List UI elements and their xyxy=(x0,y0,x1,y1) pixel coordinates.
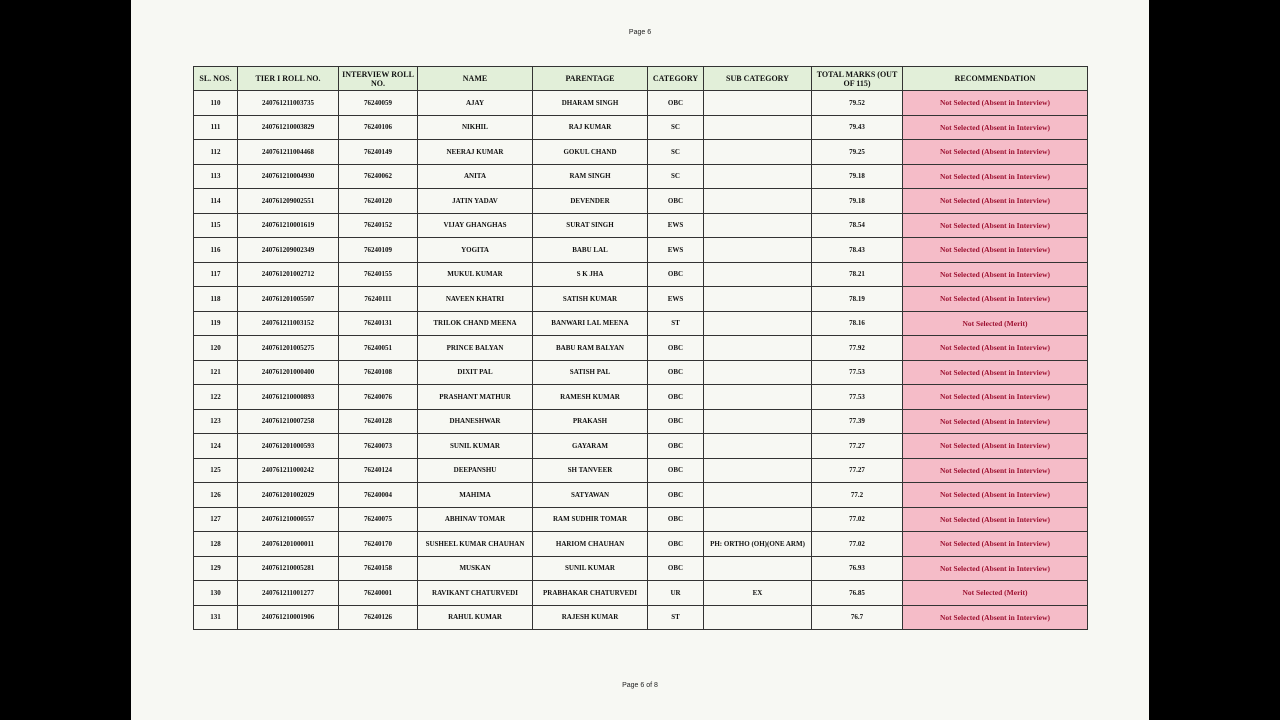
cell-tier-roll-no: 240761201000011 xyxy=(238,532,339,557)
table-row xyxy=(194,91,1088,116)
cell-total-marks: 78.54 xyxy=(812,213,903,238)
cell-total-marks: 77.92 xyxy=(812,336,903,361)
cell-tier-roll-no: 240761211003152 xyxy=(238,311,339,336)
cell-interview-roll-no: 76240059 xyxy=(339,91,418,116)
cell-tier-roll-no: 240761210000893 xyxy=(238,385,339,410)
cell-sub-category: EX xyxy=(704,581,812,606)
table-row xyxy=(194,409,1088,434)
cell-name: NEERAJ KUMAR xyxy=(418,140,533,165)
cell-sub-category xyxy=(704,238,812,263)
cell-tier-roll-no: 240761210003829 xyxy=(238,115,339,140)
cell-total-marks: 77.02 xyxy=(812,507,903,532)
cell-sub-category xyxy=(704,483,812,508)
cell-interview-roll-no: 76240051 xyxy=(339,336,418,361)
cell-category: OBC xyxy=(648,434,704,459)
cell-interview-roll-no: 76240152 xyxy=(339,213,418,238)
cell-sl-no: 126 xyxy=(194,483,238,508)
cell-interview-roll-no: 76240108 xyxy=(339,360,418,385)
cell-sl-no: 124 xyxy=(194,434,238,459)
cell-interview-roll-no: 76240120 xyxy=(339,189,418,214)
cell-sl-no: 129 xyxy=(194,556,238,581)
cell-total-marks: 78.21 xyxy=(812,262,903,287)
cell-tier-roll-no: 240761210007258 xyxy=(238,409,339,434)
cell-parentage: SATISH PAL xyxy=(533,360,648,385)
cell-interview-roll-no: 76240076 xyxy=(339,385,418,410)
column-header-total-marks: TOTAL MARKS (OUT OF 115) xyxy=(812,67,903,91)
cell-name: RAHUL KUMAR xyxy=(418,605,533,630)
cell-parentage: RAJESH KUMAR xyxy=(533,605,648,630)
cell-tier-roll-no: 240761210005281 xyxy=(238,556,339,581)
cell-category: ST xyxy=(648,605,704,630)
cell-parentage: SATISH KUMAR xyxy=(533,287,648,312)
cell-total-marks: 76.85 xyxy=(812,581,903,606)
cell-sl-no: 128 xyxy=(194,532,238,557)
cell-interview-roll-no: 76240124 xyxy=(339,458,418,483)
table-row xyxy=(194,556,1088,581)
cell-total-marks: 76.7 xyxy=(812,605,903,630)
column-header-sl-no: SL. NOS. xyxy=(194,67,238,91)
cell-parentage: DHARAM SINGH xyxy=(533,91,648,116)
cell-recommendation: Not Selected (Merit) xyxy=(903,311,1088,336)
document-page xyxy=(131,0,1149,720)
cell-tier-roll-no: 240761209002349 xyxy=(238,238,339,263)
cell-recommendation: Not Selected (Absent in Interview) xyxy=(903,556,1088,581)
cell-name: DEEPANSHU xyxy=(418,458,533,483)
table-row xyxy=(194,483,1088,508)
cell-recommendation: Not Selected (Absent in Interview) xyxy=(903,287,1088,312)
cell-parentage: RAMESH KUMAR xyxy=(533,385,648,410)
cell-category: EWS xyxy=(648,213,704,238)
cell-tier-roll-no: 240761201000593 xyxy=(238,434,339,459)
cell-interview-roll-no: 76240158 xyxy=(339,556,418,581)
cell-total-marks: 78.43 xyxy=(812,238,903,263)
cell-recommendation: Not Selected (Absent in Interview) xyxy=(903,434,1088,459)
cell-sl-no: 116 xyxy=(194,238,238,263)
cell-sub-category xyxy=(704,311,812,336)
column-header-tier-roll-no: TIER I ROLL NO. xyxy=(238,67,339,91)
table-row xyxy=(194,140,1088,165)
cell-parentage: GOKUL CHAND xyxy=(533,140,648,165)
table-row xyxy=(194,434,1088,459)
cell-parentage: BABU RAM BALYAN xyxy=(533,336,648,361)
cell-name: YOGITA xyxy=(418,238,533,263)
cell-name: NIKHIL xyxy=(418,115,533,140)
cell-recommendation: Not Selected (Absent in Interview) xyxy=(903,164,1088,189)
cell-total-marks: 79.18 xyxy=(812,189,903,214)
cell-interview-roll-no: 76240109 xyxy=(339,238,418,263)
cell-interview-roll-no: 76240106 xyxy=(339,115,418,140)
cell-sl-no: 122 xyxy=(194,385,238,410)
cell-recommendation: Not Selected (Merit) xyxy=(903,581,1088,606)
cell-sl-no: 115 xyxy=(194,213,238,238)
table-row xyxy=(194,458,1088,483)
table-row xyxy=(194,213,1088,238)
cell-total-marks: 79.18 xyxy=(812,164,903,189)
cell-sl-no: 123 xyxy=(194,409,238,434)
cell-sub-category xyxy=(704,605,812,630)
cell-category: OBC xyxy=(648,91,704,116)
page-header-label: Page 6 xyxy=(628,29,652,36)
cell-tier-roll-no: 240761201000400 xyxy=(238,360,339,385)
cell-category: OBC xyxy=(648,483,704,508)
cell-parentage: RAM SINGH xyxy=(533,164,648,189)
cell-recommendation: Not Selected (Absent in Interview) xyxy=(903,483,1088,508)
cell-parentage: RAJ KUMAR xyxy=(533,115,648,140)
cell-recommendation: Not Selected (Absent in Interview) xyxy=(903,360,1088,385)
cell-interview-roll-no: 76240149 xyxy=(339,140,418,165)
cell-parentage: GAYARAM xyxy=(533,434,648,459)
cell-total-marks: 78.19 xyxy=(812,287,903,312)
table-row xyxy=(194,532,1088,557)
cell-interview-roll-no: 76240128 xyxy=(339,409,418,434)
cell-category: UR xyxy=(648,581,704,606)
cell-sub-category xyxy=(704,189,812,214)
cell-total-marks: 77.2 xyxy=(812,483,903,508)
cell-interview-roll-no: 76240004 xyxy=(339,483,418,508)
column-header-recommendation: RECOMMENDATION xyxy=(903,67,1088,91)
cell-recommendation: Not Selected (Absent in Interview) xyxy=(903,532,1088,557)
cell-category: OBC xyxy=(648,507,704,532)
table-header-row xyxy=(194,67,1088,91)
cell-sub-category xyxy=(704,336,812,361)
cell-total-marks: 79.52 xyxy=(812,91,903,116)
cell-tier-roll-no: 240761210001906 xyxy=(238,605,339,630)
table-row xyxy=(194,189,1088,214)
cell-tier-roll-no: 240761210004930 xyxy=(238,164,339,189)
table-row xyxy=(194,311,1088,336)
cell-category: EWS xyxy=(648,238,704,263)
cell-sub-category xyxy=(704,262,812,287)
cell-sl-no: 114 xyxy=(194,189,238,214)
cell-total-marks: 77.27 xyxy=(812,434,903,459)
cell-sl-no: 125 xyxy=(194,458,238,483)
cell-name: ABHINAV TOMAR xyxy=(418,507,533,532)
cell-interview-roll-no: 76240062 xyxy=(339,164,418,189)
cell-name: DHANESHWAR xyxy=(418,409,533,434)
cell-parentage: BABU LAL xyxy=(533,238,648,263)
cell-sl-no: 112 xyxy=(194,140,238,165)
cell-parentage: S K JHA xyxy=(533,262,648,287)
cell-name: MUKUL KUMAR xyxy=(418,262,533,287)
table-row xyxy=(194,385,1088,410)
cell-interview-roll-no: 76240075 xyxy=(339,507,418,532)
column-header-category: CATEGORY xyxy=(648,67,704,91)
cell-recommendation: Not Selected (Absent in Interview) xyxy=(903,189,1088,214)
cell-category: OBC xyxy=(648,556,704,581)
cell-total-marks: 77.39 xyxy=(812,409,903,434)
cell-sl-no: 131 xyxy=(194,605,238,630)
cell-name: RAVIKANT CHATURVEDI xyxy=(418,581,533,606)
cell-sub-category xyxy=(704,360,812,385)
cell-sub-category xyxy=(704,213,812,238)
cell-recommendation: Not Selected (Absent in Interview) xyxy=(903,458,1088,483)
table-row xyxy=(194,581,1088,606)
cell-recommendation: Not Selected (Absent in Interview) xyxy=(903,115,1088,140)
cell-tier-roll-no: 240761209002551 xyxy=(238,189,339,214)
cell-total-marks: 77.53 xyxy=(812,360,903,385)
cell-recommendation: Not Selected (Absent in Interview) xyxy=(903,605,1088,630)
cell-tier-roll-no: 240761210001619 xyxy=(238,213,339,238)
cell-sub-category xyxy=(704,385,812,410)
cell-total-marks: 79.25 xyxy=(812,140,903,165)
table-row xyxy=(194,360,1088,385)
cell-total-marks: 77.53 xyxy=(812,385,903,410)
cell-interview-roll-no: 76240111 xyxy=(339,287,418,312)
cell-sub-category xyxy=(704,115,812,140)
cell-name: PRASHANT MATHUR xyxy=(418,385,533,410)
cell-category: OBC xyxy=(648,189,704,214)
cell-total-marks: 77.27 xyxy=(812,458,903,483)
cell-sl-no: 110 xyxy=(194,91,238,116)
cell-recommendation: Not Selected (Absent in Interview) xyxy=(903,385,1088,410)
cell-interview-roll-no: 76240155 xyxy=(339,262,418,287)
cell-sub-category: PH: ORTHO (OH)(ONE ARM) xyxy=(704,532,812,557)
cell-sub-category xyxy=(704,458,812,483)
cell-tier-roll-no: 240761201002712 xyxy=(238,262,339,287)
cell-sub-category xyxy=(704,164,812,189)
cell-category: OBC xyxy=(648,532,704,557)
cell-parentage: SUNIL KUMAR xyxy=(533,556,648,581)
cell-sl-no: 121 xyxy=(194,360,238,385)
cell-sub-category xyxy=(704,434,812,459)
cell-category: OBC xyxy=(648,458,704,483)
cell-name: PRINCE BALYAN xyxy=(418,336,533,361)
cell-name: AJAY xyxy=(418,91,533,116)
cell-name: VIJAY GHANGHAS xyxy=(418,213,533,238)
cell-category: SC xyxy=(648,140,704,165)
cell-parentage: RAM SUDHIR TOMAR xyxy=(533,507,648,532)
cell-recommendation: Not Selected (Absent in Interview) xyxy=(903,91,1088,116)
cell-category: OBC xyxy=(648,409,704,434)
table-row xyxy=(194,336,1088,361)
cell-parentage: SH TANVEER xyxy=(533,458,648,483)
cell-category: OBC xyxy=(648,262,704,287)
cell-sub-category xyxy=(704,556,812,581)
cell-tier-roll-no: 240761201005275 xyxy=(238,336,339,361)
cell-tier-roll-no: 240761211003735 xyxy=(238,91,339,116)
cell-name: SUNIL KUMAR xyxy=(418,434,533,459)
cell-interview-roll-no: 76240131 xyxy=(339,311,418,336)
cell-name: MUSKAN xyxy=(418,556,533,581)
cell-sub-category xyxy=(704,409,812,434)
cell-recommendation: Not Selected (Absent in Interview) xyxy=(903,213,1088,238)
cell-total-marks: 77.02 xyxy=(812,532,903,557)
cell-sl-no: 118 xyxy=(194,287,238,312)
cell-sl-no: 127 xyxy=(194,507,238,532)
cell-sub-category xyxy=(704,140,812,165)
cell-tier-roll-no: 240761210000557 xyxy=(238,507,339,532)
cell-sl-no: 117 xyxy=(194,262,238,287)
cell-category: SC xyxy=(648,164,704,189)
cell-recommendation: Not Selected (Absent in Interview) xyxy=(903,238,1088,263)
cell-interview-roll-no: 76240073 xyxy=(339,434,418,459)
table-row xyxy=(194,605,1088,630)
column-header-interview-roll-no: INTERVIEW ROLL NO. xyxy=(339,67,418,91)
cell-interview-roll-no: 76240170 xyxy=(339,532,418,557)
cell-parentage: PRAKASH xyxy=(533,409,648,434)
cell-total-marks: 76.93 xyxy=(812,556,903,581)
cell-tier-roll-no: 240761211000242 xyxy=(238,458,339,483)
cell-parentage: SATYAWAN xyxy=(533,483,648,508)
cell-name: TRILOK CHAND MEENA xyxy=(418,311,533,336)
cell-recommendation: Not Selected (Absent in Interview) xyxy=(903,262,1088,287)
table-row xyxy=(194,238,1088,263)
table-body xyxy=(194,91,1088,630)
cell-recommendation: Not Selected (Absent in Interview) xyxy=(903,507,1088,532)
cell-parentage: HARIOM CHAUHAN xyxy=(533,532,648,557)
cell-interview-roll-no: 76240001 xyxy=(339,581,418,606)
cell-tier-roll-no: 240761201005507 xyxy=(238,287,339,312)
cell-parentage: DEVENDER xyxy=(533,189,648,214)
cell-sl-no: 111 xyxy=(194,115,238,140)
cell-name: MAHIMA xyxy=(418,483,533,508)
cell-category: OBC xyxy=(648,385,704,410)
cell-sl-no: 113 xyxy=(194,164,238,189)
cell-sub-category xyxy=(704,507,812,532)
cell-parentage: PRABHAKAR CHATURVEDI xyxy=(533,581,648,606)
cell-parentage: SURAT SINGH xyxy=(533,213,648,238)
cell-category: OBC xyxy=(648,360,704,385)
cell-interview-roll-no: 76240126 xyxy=(339,605,418,630)
cell-category: OBC xyxy=(648,336,704,361)
page-footer-label: Page 6 of 8 xyxy=(622,682,658,689)
cell-category: SC xyxy=(648,115,704,140)
column-header-name: NAME xyxy=(418,67,533,91)
cell-name: DIXIT PAL xyxy=(418,360,533,385)
cell-sl-no: 130 xyxy=(194,581,238,606)
table-row xyxy=(194,164,1088,189)
cell-total-marks: 79.43 xyxy=(812,115,903,140)
cell-recommendation: Not Selected (Absent in Interview) xyxy=(903,336,1088,361)
cell-sub-category xyxy=(704,287,812,312)
cell-name: JATIN YADAV xyxy=(418,189,533,214)
cell-recommendation: Not Selected (Absent in Interview) xyxy=(903,409,1088,434)
cell-name: SUSHEEL KUMAR CHAUHAN xyxy=(418,532,533,557)
cell-sl-no: 119 xyxy=(194,311,238,336)
table-row xyxy=(194,287,1088,312)
cell-tier-roll-no: 240761211001277 xyxy=(238,581,339,606)
table-row xyxy=(194,262,1088,287)
cell-tier-roll-no: 240761211004468 xyxy=(238,140,339,165)
cell-sub-category xyxy=(704,91,812,116)
column-header-sub-category: SUB CATEGORY xyxy=(704,67,812,91)
cell-total-marks: 78.16 xyxy=(812,311,903,336)
cell-name: ANITA xyxy=(418,164,533,189)
column-header-parentage: PARENTAGE xyxy=(533,67,648,91)
cell-recommendation: Not Selected (Absent in Interview) xyxy=(903,140,1088,165)
cell-tier-roll-no: 240761201002029 xyxy=(238,483,339,508)
cell-name: NAVEEN KHATRI xyxy=(418,287,533,312)
cell-category: EWS xyxy=(648,287,704,312)
cell-parentage: BANWARI LAL MEENA xyxy=(533,311,648,336)
results-table xyxy=(193,66,1088,630)
cell-category: ST xyxy=(648,311,704,336)
cell-sl-no: 120 xyxy=(194,336,238,361)
table-row xyxy=(194,507,1088,532)
table-row xyxy=(194,115,1088,140)
